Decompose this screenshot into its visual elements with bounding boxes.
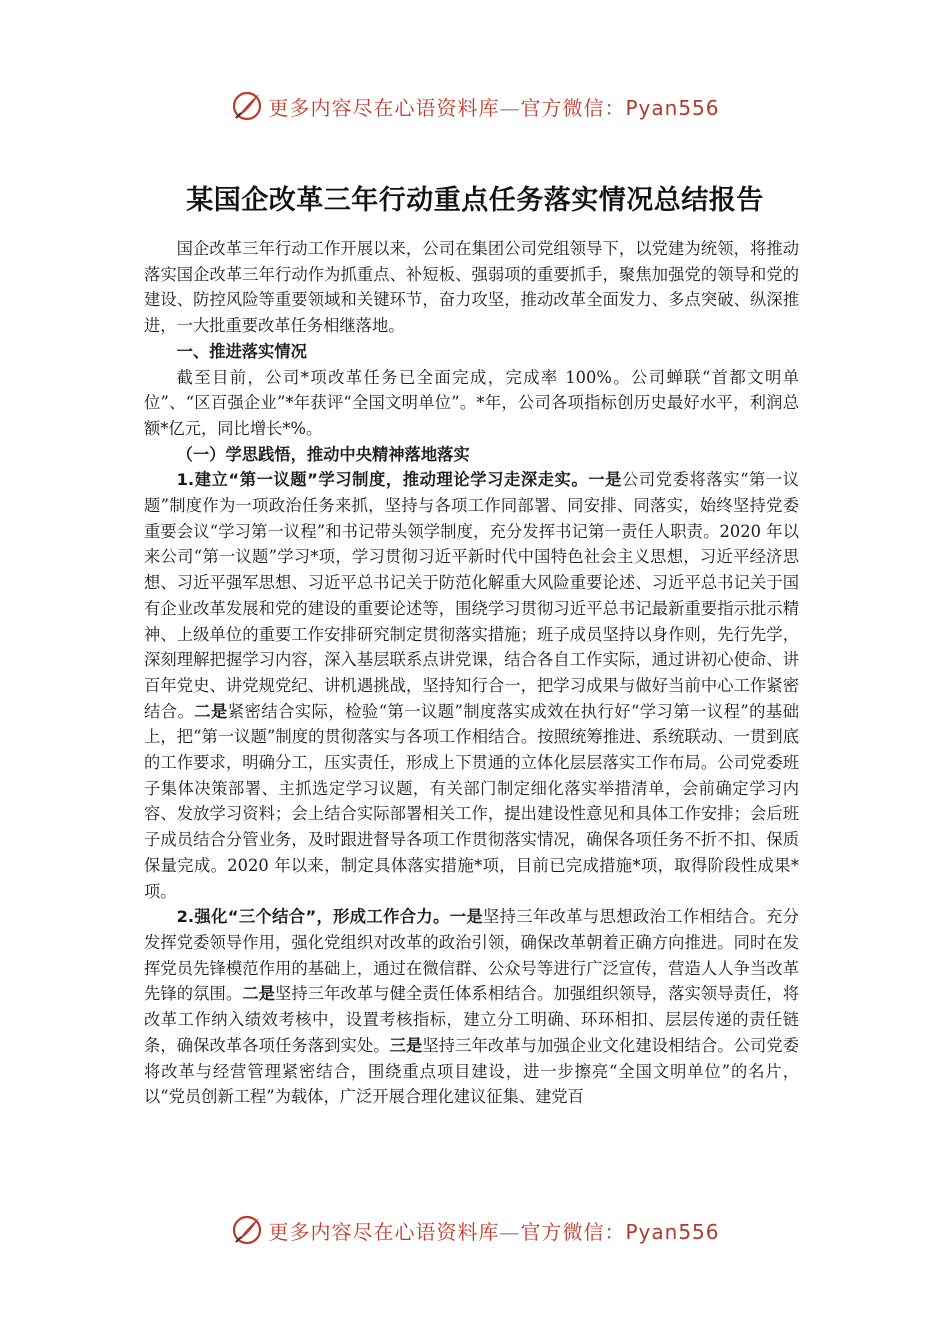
document-body [144, 236, 799, 1110]
subsection-heading: （一）学思践悟，推动中央精神落地落实 [176, 444, 470, 464]
item-2-text-1: 坚持三年改革与思想政治工作相结合。充分发挥党委领导作用，强化党组织对改革的政治引领，确保改革朝着正确方向推进。同时在发挥党员先锋模范作用的基础上，通过在微信群、公众号等进行广泛宣传，营造人人争当改革先锋的氛围。 [144, 907, 799, 1004]
item-1-paragraph [144, 467, 799, 904]
item-1-keyword-1: 一是 [588, 470, 623, 490]
item-2-keyword-3: 三是 [389, 1035, 423, 1055]
item-1-keyword-2: 二是 [194, 701, 228, 721]
footer-watermark [0, 1210, 950, 1250]
item-2-paragraph [144, 904, 799, 1110]
watermark-wechat-label: 官方微信： [520, 1219, 626, 1244]
watermark-dash: — [499, 95, 521, 120]
item-1-text-2: 紧密结合实际，检验“第一议题”制度落实成效在执行好“学习第一议程”的基础上，把“第一议题”制度的贯彻落实与各项工作相结合。按照统筹推进、系统联动、一贯到底的工作要求，明确分工，压实责任，形成上下贯通的立体化层层落实工作布局。公司党委班子集体决策部署、主抓选定学习议题，有关部门制定细化落实举措清单，会前确定学习内容、发放学习资料；会上结合实际部署相关工作，提出建设性意见和具体工作安排；会后班子成员结合分管业务，及时跟进督导各项工作贯彻落实情况，确保各项任务不折不扣、保质保量完成。2020 年以来，制定具体落实措施*项，目前已完成措施*项，取得阶段性成果*项。 [144, 701, 799, 901]
watermark-site: 更多内容尽在心语资料库 [268, 1219, 500, 1244]
watermark-text [268, 92, 719, 121]
item-1-text-1: 公司党委将落实“第一议题”制度作为一项政治任务来抓，坚持与各项工作同部署、同安排、同落实，始终坚持党委重要会议“学习第一议程”和书记带头领学制度，充分发挥书记第一责任人职责。2020 年以来公司“第一议题”学习*项，学习贯彻习近平新时代中国特色社会主义思想，习近平经济思想、习近平强军思想、习近平总书记关于防范化解重大风险重要论述、习近平总书记关于国有企业改革发展和党的建设的重要论述等，围绕学习贯彻习近平总书记最新重要指示批示精神、上级单位的重要工作安排研究制定贯彻落实措施；班子成员坚持以身作则，先行先学，深刻理解把握学习内容，深入基层联系点讲党课，结合各自工作实际，通过讲初心使命、讲百年党史、讲党规党纪、讲机遇挑战，坚持知行合一，把学习成果与做好当前中心工作紧密结合。 [144, 470, 799, 721]
quill-logo-icon [230, 1213, 264, 1247]
watermark-wechat-id: Pyan556 [625, 95, 720, 120]
header-watermark [0, 86, 950, 126]
item-1-lead: 1.建立“第一议题”学习制度，推动理论学习走深走实。 [176, 470, 589, 490]
intro-paragraph: 国企改革三年行动工作开展以来，公司在集团公司党组领导下，以党建为统领，将推动落实国企改革三年行动作为抓重点、补短板、强弱项的重要抓手，聚焦加强党的领导和党的建设、防控风险等重要领域和关键环节，奋力攻坚，推动改革全面发力、多点突破、纵深推进，一大批重要改革任务相继落地。 [144, 239, 799, 336]
section-heading: 一、推进落实情况 [176, 341, 307, 361]
watermark-site: 更多内容尽在心语资料库 [268, 95, 500, 120]
item-2-text-3: 坚持三年改革与加强企业文化建设相结合。公司党委将改革与经营管理紧密结合，围绕重点项目建设，进一步擦亮“全国文明单位”的名片，以“党员创新工程”为载体，广泛开展合理化建议征集、建党百 [144, 1035, 799, 1107]
watermark-wechat-id: Pyan556 [625, 1219, 720, 1244]
item-2-text-2: 坚持三年改革与健全责任体系相结合。加强组织领导，落实领导责任，将改革工作纳入绩效考核中，设置考核指标，建立分工明确、环环相扣、层层传递的责任链条，确保改革各项任务落到实处。 [144, 984, 799, 1055]
summary-paragraph: 截至目前，公司*项改革任务已全面完成，完成率 100%。公司蝉联“首都文明单位”、“区百强企业”*年获评“全国文明单位”。*年，公司各项指标创历史最好水平，利润总额*亿元，同比增长*%。 [144, 367, 799, 438]
watermark-text [268, 1216, 719, 1245]
quill-logo-icon [230, 89, 264, 123]
item-2-keyword-1: 一是 [449, 907, 484, 927]
item-2-lead: 2.强化“三个结合”，形成工作合力。 [176, 907, 450, 927]
watermark-dash: — [499, 1219, 521, 1244]
item-2-keyword-2: 二是 [242, 984, 276, 1004]
watermark-wechat-label: 官方微信： [520, 95, 626, 120]
document-title: 某国企改革三年行动重点任务落实情况总结报告 [186, 185, 764, 216]
